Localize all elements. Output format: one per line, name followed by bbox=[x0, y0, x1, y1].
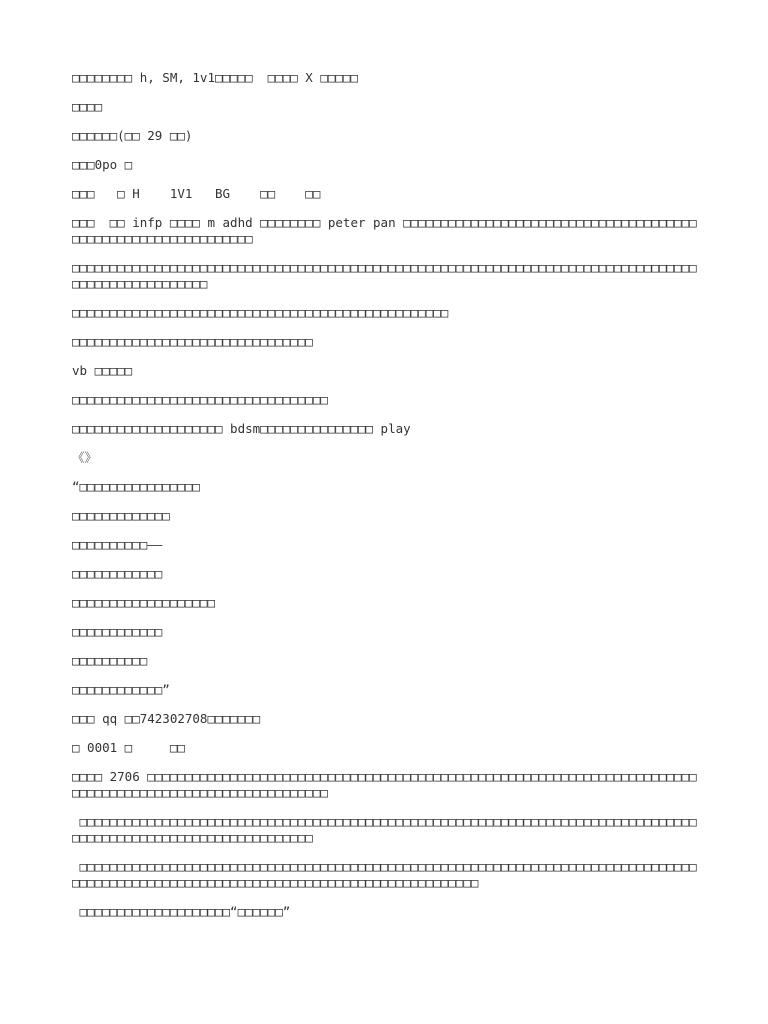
paragraph: □□□□□□□□□□□□□□□□□□□□□□□□□□□□□□□□□□ bbox=[72, 392, 328, 407]
paragraph: □□□□□□□□□□□□□ bbox=[72, 508, 170, 523]
paragraph: □□□□□□□□□□□□□□□□□□□ bbox=[72, 595, 215, 610]
paragraph: □□□□□□□□ h, SM, 1v1□□□□□ □□□□ X □□□□□ bbox=[72, 70, 358, 85]
paragraph: □□□□□□□□□□□□□□□□□□□□□□□□□□□□□□□□□□□□□□□□□□□□□□□□□□□□□□□□□□□□□□□□□□□□□□□□□□□□□□□□□□□□□□□□□□□□□□□□□□□□□□□□□□□□□□□□□□□□□□□□□□□□□□□□□□□□□□□□ bbox=[72, 859, 697, 890]
paragraph: □□□□□□(□□ 29 □□) bbox=[72, 128, 193, 143]
paragraph: □□□□□□□□□□□□□□□□□□□□□□□□□□□□□□□□□□□□□□□□□□□□□□□□□□□□□□□□□□□□□□□□□□□□□□□□□□□□□□□□□□□□□□□□□□□□□□□□□□□□□ bbox=[72, 260, 697, 291]
paragraph: □□□□□□□□□□□□□□□□□□□□□□□□□□□□□□□□□□□□□□□□□□□□□□□□□□□□□□□□□□□□□□□□□□□□□□□□□□□□□□□□□□□□□□□□□□□□□□□□□□□□□□□□□□□□□□□□□□ bbox=[72, 814, 697, 845]
paragraph: □□□ □□ infp □□□□ m adhd □□□□□□□□ peter pan □□□□□□□□□□□□□□□□□□□□□□□□□□□□□□□□□□□□□□□□□□□□□□□□□□□□□□□□□□□□□□□ bbox=[72, 215, 697, 246]
paragraph: □□□ □ H 1V1 BG □□ □□ bbox=[72, 186, 321, 201]
paragraph: vb □□□□□ bbox=[72, 363, 133, 378]
document-body bbox=[72, 70, 698, 933]
paragraph: □□□□□□□□□□ bbox=[72, 653, 148, 668]
paragraph: “□□□□□□□□□□□□□□□□ bbox=[72, 479, 200, 494]
paragraph: □□□□□□□□□□□□” bbox=[72, 682, 170, 697]
paragraph: □□□□□□□□□□□□ bbox=[72, 624, 163, 639]
paragraph: □□□□□□□□□□□□□□□□□□□□“□□□□□□” bbox=[72, 904, 291, 919]
paragraph: □□□□□□□□□□—— bbox=[72, 537, 163, 552]
paragraph: □□□□□□□□□□□□□□□□□□□□□□□□□□□□□□□□ bbox=[72, 334, 313, 349]
paragraph: □□□□□□□□□□□□□□□□□□□□□□□□□□□□□□□□□□□□□□□□□□□□□□□□□□ bbox=[72, 305, 449, 320]
paragraph: □□□□□□□□□□□□□□□□□□□□ bdsm□□□□□□□□□□□□□□□ play bbox=[72, 421, 411, 436]
paragraph: □ 0001 □ □□ bbox=[72, 740, 185, 755]
paragraph: □□□□ 2706 □□□□□□□□□□□□□□□□□□□□□□□□□□□□□□□□□□□□□□□□□□□□□□□□□□□□□□□□□□□□□□□□□□□□□□□□□□□□□□□□□□□□□□□□□□□□□□□□□□□□□□□□□□□ bbox=[72, 769, 697, 800]
paragraph: □□□0po □ bbox=[72, 157, 133, 172]
paragraph: 《》 bbox=[72, 450, 98, 465]
paragraph: □□□ qq □□742302708□□□□□□□ bbox=[72, 711, 261, 726]
paragraph: □□□□□□□□□□□□ bbox=[72, 566, 163, 581]
paragraph: □□□□ bbox=[72, 99, 103, 114]
